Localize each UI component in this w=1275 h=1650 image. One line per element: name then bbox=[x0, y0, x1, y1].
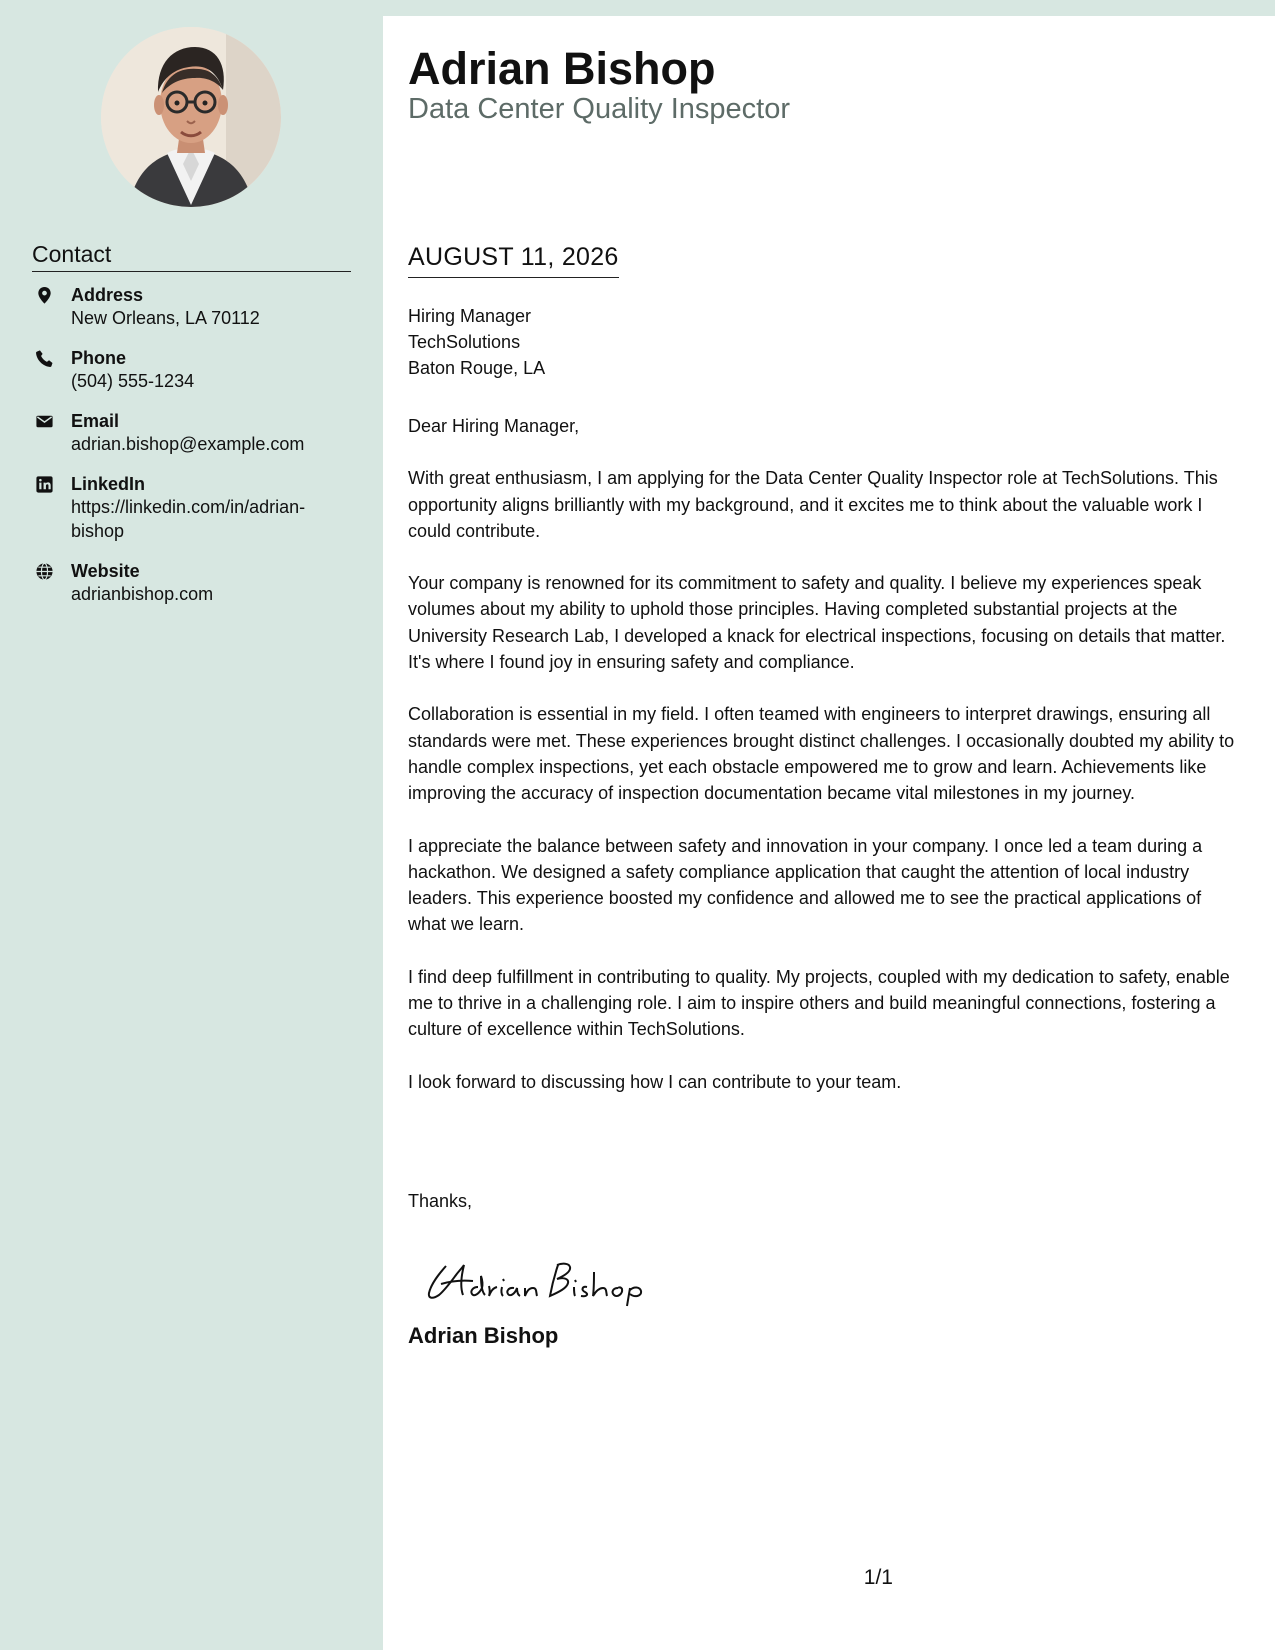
globe-icon bbox=[35, 562, 54, 581]
linkedin-icon bbox=[35, 475, 54, 494]
contact-linkedin bbox=[32, 473, 352, 543]
letter-paragraph: I appreciate the balance between safety and innovation in your company. I once led a team during a hackathon. We designed a safety compliance application that caught the attention of local industry leaders. This experience boosted my confidence and allowed me to see the practical applications of what we learn. bbox=[408, 835, 1203, 935]
signer-name: Adrian Bishop bbox=[408, 1323, 559, 1348]
contact-list bbox=[32, 284, 352, 623]
letter-paragraph: I find deep fulfillment in contributing to quality. My projects, coupled with my dedication to safety, enable me to thrive in a challenging role. I aim to inspire others and build meaningful connections, fostering a culture of excellence within TechSolutions. bbox=[408, 966, 1230, 1040]
candidate-name: Adrian Bishop bbox=[408, 43, 716, 94]
phone-icon bbox=[35, 349, 54, 368]
letter-body bbox=[408, 413, 1238, 1121]
contact-heading: Contact bbox=[32, 240, 351, 272]
contact-label: Website bbox=[71, 561, 140, 581]
contact-label: Email bbox=[71, 411, 120, 431]
job-title: Data Center Quality Inspector bbox=[408, 93, 791, 125]
letter-paragraph: Collaboration is essential in my field. I often teamed with engineers to interpret drawings, ensuring all standards were met. These experiences brought distinct challenges. I occasionally doubted my ability to handle complex inspections, yet each obstacle empowered me to grow and learn. Achievements like improving the accuracy of inspection documentation became vital milestones in my journey. bbox=[408, 704, 1235, 804]
phone-value: (504) 555-1234 bbox=[71, 371, 195, 391]
letter-date: AUGUST 11, 2026 bbox=[408, 242, 619, 278]
email-value[interactable]: adrian.bishop@example.com bbox=[71, 434, 305, 454]
page-number: 1/1 bbox=[863, 1566, 893, 1589]
contact-label: Address bbox=[71, 285, 144, 305]
contact-address bbox=[32, 284, 352, 330]
recipient-block bbox=[408, 303, 1238, 381]
sidebar bbox=[0, 0, 383, 1650]
recipient-line: Hiring Manager bbox=[408, 306, 532, 326]
letter-panel bbox=[383, 16, 1275, 1650]
address-value: New Orleans, LA 70112 bbox=[71, 308, 260, 328]
signature-image bbox=[421, 1248, 681, 1308]
contact-email bbox=[32, 410, 352, 456]
letter-paragraph: I look forward to discussing how I can contribute to your team. bbox=[408, 1071, 902, 1092]
profile-photo bbox=[101, 27, 281, 207]
linkedin-value[interactable]: https://linkedin.com/in/adrian-bishop bbox=[71, 497, 306, 541]
letter-paragraph: Your company is renowned for its commitment to safety and quality. I believe my experiences speak volumes about my ability to uphold those principles. Having completed substantial projects at the University Research Lab, I developed a knack for electrical inspections, focusing on details that matter. It's where I found joy in ensuring safety and compliance. bbox=[408, 573, 1226, 673]
location-pin-icon bbox=[35, 286, 54, 305]
contact-label: Phone bbox=[71, 348, 127, 368]
contact-label: LinkedIn bbox=[71, 474, 146, 494]
contact-website bbox=[32, 560, 352, 606]
salutation: Dear Hiring Manager, bbox=[408, 416, 580, 436]
letter-paragraph: With great enthusiasm, I am applying for the Data Center Quality Inspector role at TechSolutions. This opportunity aligns brilliantly with my background, and it excites me to think about the valuable work I could contribute. bbox=[408, 468, 1218, 541]
closing: Thanks, bbox=[408, 1191, 473, 1211]
website-value[interactable]: adrianbishop.com bbox=[71, 584, 214, 604]
recipient-line: TechSolutions bbox=[408, 332, 521, 352]
contact-phone bbox=[32, 347, 352, 393]
recipient-line: Baton Rouge, LA bbox=[408, 358, 546, 378]
envelope-icon bbox=[35, 412, 54, 431]
